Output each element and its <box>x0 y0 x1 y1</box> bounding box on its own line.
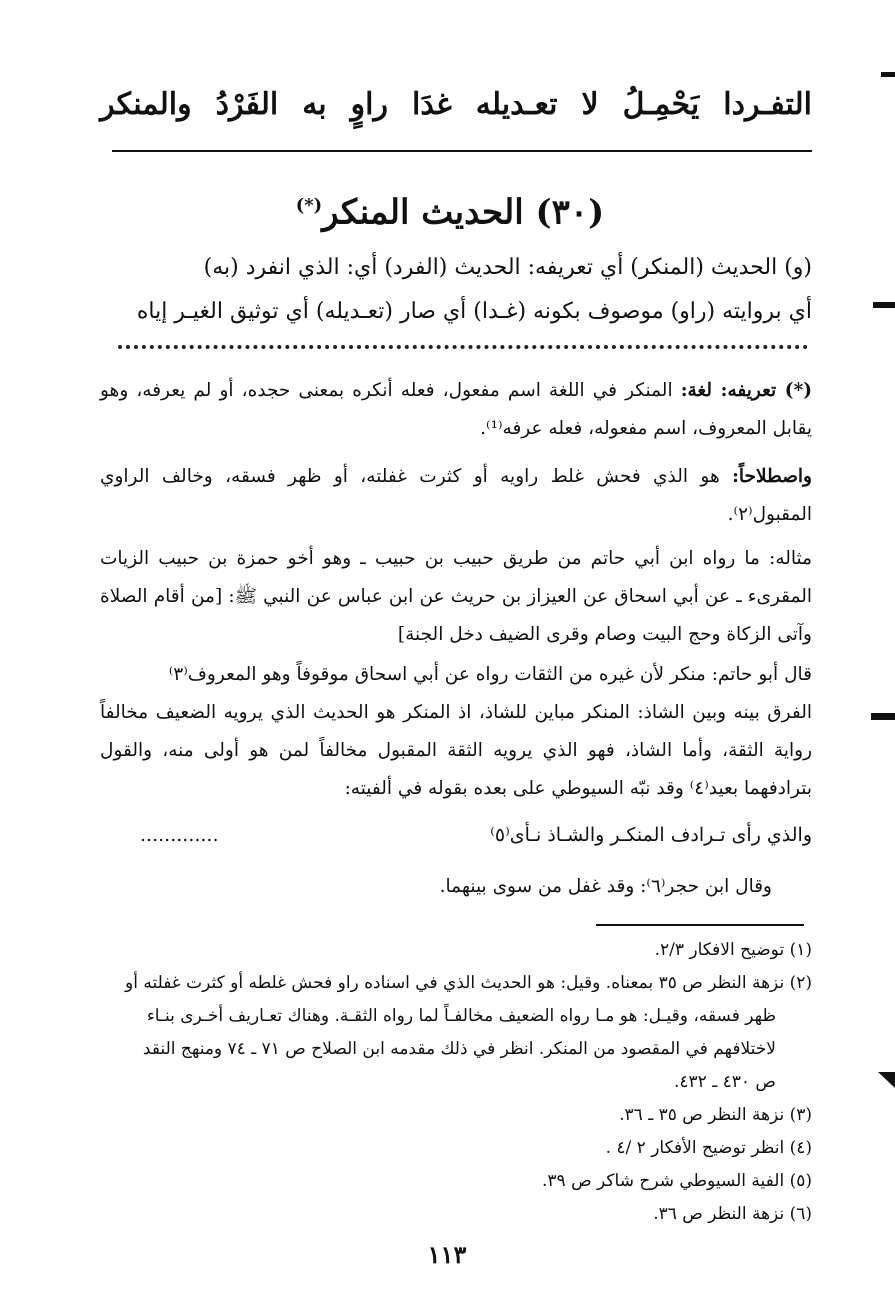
footnote-continuation: ص ٤٣٠ ـ ٤٣٢. <box>674 1072 776 1092</box>
verse-word: راوٍ <box>350 86 388 122</box>
scan-edge-mark <box>878 1072 895 1088</box>
definition-language <box>100 372 812 448</box>
verse-word: الفَرْدُ <box>215 86 279 122</box>
footnotes <box>104 934 812 1231</box>
example-paragraph <box>100 540 812 654</box>
page-number: ١١٣ <box>427 1240 467 1269</box>
footnote: (٣) نزهة النظر ص ٣٥ ـ ٣٦. <box>619 1105 812 1125</box>
verse-line <box>100 78 812 130</box>
abu-hatim-text: قال أبو حاتم: منكر لأن غيره من الثقات رواه عن أبي اسحاق موقوفاً وهو المعروف⁽٣⁾ <box>168 664 812 685</box>
footnote: (٢) نزهة النظر ص ٣٥ بمعناه. وقيل: هو الحديث الذي في اسناده راو فحش غلطه أو كثرت غفلته أو <box>125 973 812 993</box>
scan-edge-mark <box>871 713 895 720</box>
verse-word: تعـديله <box>475 86 558 122</box>
section-heading <box>200 176 700 236</box>
footnote-continuation: لاختلافهم في المقصود من المنكر. انظر في ذلك مقدمه ابن الصلاح ص ٧١ ـ ٧٤ ومنهج النقد <box>142 1039 776 1059</box>
ibn-hajar-paragraph <box>100 868 812 906</box>
verse-word: غدَا <box>411 86 452 122</box>
footnote: (٦) نزهة النظر ص ٣٦. <box>653 1204 812 1224</box>
scan-edge-mark <box>873 302 895 308</box>
verse-word: لا <box>581 86 599 122</box>
footnote-continuation: ظهر فسقه، وقيـل: هو مـا رواه الضعيف مخالفـاً لما رواه الثقـة. وهناك تعـاريف أخـرى بنـاء <box>146 1006 776 1026</box>
heading-note-marker: (*) <box>295 195 323 216</box>
poem-line <box>140 818 812 852</box>
verse-word: التفـردا <box>723 86 812 122</box>
dotted-divider <box>118 345 808 349</box>
difference-text: الفرق بينه وبين الشاذ: المنكر مباين للشاذ، اذ المنكر هو الحديث الذي يرويه الضعيف مخالفاً رواية الثقة، وأما الشاذ، فهو الذي يرويه الثقة المقبول مخالفاً لمن هو أولى منه، والقول بترادفهما بعيد⁽٤⁾ وقد نبّه السيوطي على بعده بقوله في ألفيته: <box>100 702 812 799</box>
definition-language-text: المنكر في اللغة اسم مفعول، فعله أنكره بمعنى حجده، أو لم يعرفه، وهو يقابل المعروف، اسم مفعوله، فعله عرفه⁽¹⁾. <box>100 380 812 439</box>
section-heading-text: (٣٠) الحديث المنكر <box>322 192 605 233</box>
commentary-line: أي بروايته (راو) موصوف بكونه (غـدا) أي صار (تعـديله) أي توثيق الغيـر إياه <box>136 299 812 324</box>
footnote: (٤) انظر توضيح الأفكار ٢ /٤ . <box>605 1138 812 1158</box>
definition-language-label: (*) تعريفه: لغة: <box>680 380 812 401</box>
scan-edge-mark <box>881 72 895 77</box>
commentary-line: (و) الحديث (المنكر) أي تعريفه: الحديث (الفرد) أي: الذي انفرد (به) <box>203 255 812 280</box>
verse-word: به <box>302 86 327 122</box>
commentary-text <box>104 246 812 334</box>
poem-text: والذي رأى تـرادف المنكـر والشـاذ نـأى⁽٥⁾ <box>490 824 812 846</box>
example-text: مثاله: ما رواه ابن أبي حاتم من طريق حبيب بن حبيب ـ وهو أخو حمزة بن حبيب الزيات المقرىء ـ عن أبي اسحاق عن العيزاز بن حريث عن ابن عباس عن النبي ﷺ: [من أقام الصلاة وآتى الزكاة وحج البيت وصام وقرى الضيف دخل الجنة] <box>100 548 812 645</box>
footnote: (٥) الفية السيوطي شرح شاكر ص ٣٩. <box>542 1171 812 1191</box>
verse-divider <box>112 150 812 152</box>
poem-dots: ............. <box>140 824 219 846</box>
definition-term-label: واصطلاحاً: <box>732 466 812 487</box>
definition-term <box>100 458 812 534</box>
footnote-divider <box>596 924 804 926</box>
abu-hatim-paragraph <box>100 656 812 694</box>
footnote: (١) توضيح الافكار ٢/٣. <box>654 940 812 960</box>
ibn-hajar-text: وقال ابن حجر⁽٦⁾: وقد غفل من سوى بينهما. <box>439 876 772 897</box>
verse-word: يَحْمِـلُ <box>622 86 700 122</box>
definition-term-text: هو الذي فحش غلط راويه أو كثرت غفلته، أو ظهر فسقه، وخالف الراوي المقبول⁽٢⁾. <box>100 466 812 525</box>
difference-paragraph <box>100 694 812 808</box>
verse-word: والمنكر <box>100 86 192 122</box>
